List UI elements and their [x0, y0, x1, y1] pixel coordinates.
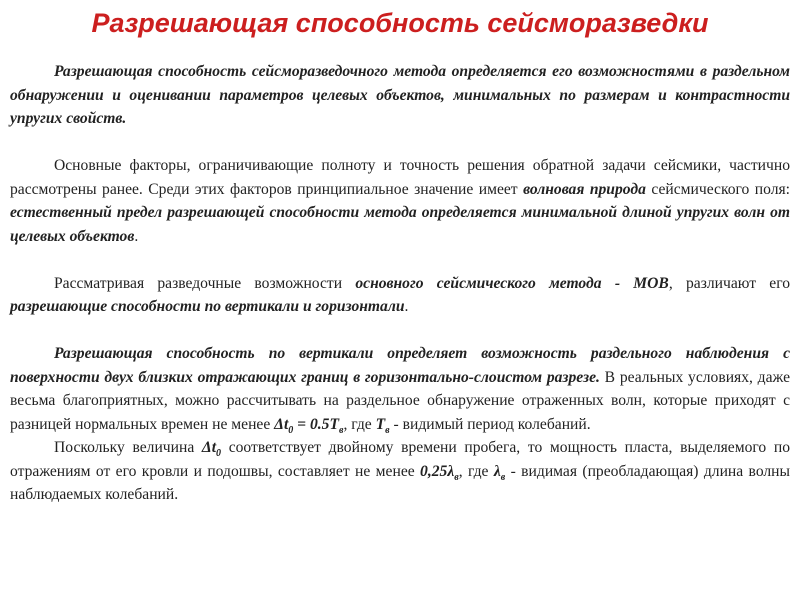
paragraph-vertical: [10, 342, 790, 436]
formula-delta-t0: $\Delta t_0 = 0.5T_в$: [274, 415, 344, 436]
method-emphasis-resolution: разрешающие способности по вертикали и горизонтали: [10, 298, 405, 315]
vertical-emphasis: Разрешающая способность по вертикали определяет возможность раздельного наблюдения с поверхности двух близких отражающих границ в горизонтально-слоистом разрезе.: [10, 345, 790, 386]
factors-emphasis-wave: волновая природа: [523, 180, 646, 198]
paragraph-factors: [10, 154, 790, 248]
paragraph-method: [10, 272, 790, 319]
paragraph-spacer: [10, 131, 790, 155]
method-text-3: .: [404, 298, 409, 315]
formula-wavelength-quarter: $0,25\lambda_в$: [420, 462, 459, 483]
vertical-text-3: - видимый период колебаний.: [389, 415, 591, 433]
formula-period: $T_в$: [375, 415, 390, 436]
formula-wavelength: $\lambda_в$: [493, 462, 506, 483]
thickness-text-2: соответствует двойному времени пробега, то мощность пласта, выделяемого по отражениям от его кровли и подошвы, составляет не менее: [10, 439, 790, 480]
method-text-1: Рассматривая разведочные возможности: [54, 274, 356, 292]
method-text-2: , различают его: [668, 274, 790, 292]
definition-text: Разрешающая способность сейсморазведочного метода определяется его возможностями в раздельном обнаружении и оценивании параметров целевых объектов, минимальных по размерам и контрастности упругих свойств.: [10, 63, 790, 127]
paragraph-definition: [10, 60, 790, 131]
document-body: [10, 60, 790, 507]
vertical-text-1: В реальных условиях, даже весьма благоприятных, можно рассчитывать на раздельное обнаружение отраженных волн, которые приходят с разницей нормальных времен не менее: [10, 368, 790, 433]
factors-text-1: Основные факторы, ограничивающие полноту и точность решения обратной задачи сейсмики, частично рассмотрены ранее. Среди этих факторов принципиальное значение имеет: [10, 157, 790, 198]
page-title: Разрешающая способность сейсморазведки: [91, 8, 709, 38]
factors-emphasis-limit: естественный предел разрешающей способности метода определяется минимальной длиной упругих волн от целевых объектов: [10, 204, 790, 245]
vertical-text-2: , где: [343, 415, 376, 433]
paragraph-thickness: [10, 436, 790, 507]
paragraph-spacer: [10, 248, 790, 272]
formula-delta-t0: $\Delta t_0$: [201, 439, 222, 460]
thickness-text-3: , где: [458, 462, 494, 480]
method-emphasis-mov: основного сейсмического метода - МОВ: [355, 274, 669, 292]
thickness-text-1: Поскольку величина: [54, 439, 202, 456]
factors-text-3: .: [134, 227, 139, 245]
thickness-text-4: - видимая (преобладающая) длина волны наблюдаемых колебаний.: [10, 462, 791, 503]
paragraph-spacer: [10, 319, 790, 343]
factors-text-2: сейсмического поля:: [645, 180, 791, 198]
